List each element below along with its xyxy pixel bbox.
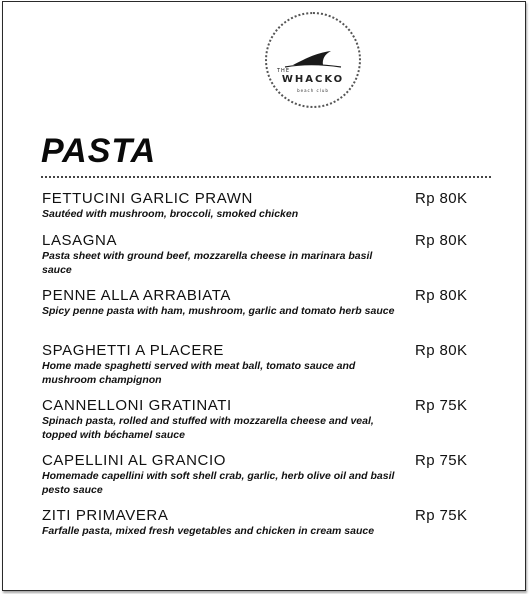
logo-the-text: THE [277, 68, 290, 74]
menu-item-description: Spinach pasta, rolled and stuffed with mozzarella cheese and veal, topped with béchamel sauce [42, 415, 374, 441]
menu-item-price: Rp 80K [415, 287, 468, 304]
menu-item-price: Rp 80K [415, 232, 468, 249]
menu-item-description: Farfalle pasta, mixed fresh vegetables and chicken in cream sauce [42, 525, 375, 537]
restaurant-logo [265, 12, 361, 108]
menu-item-name: CANNELLONI GRATINATI [42, 397, 232, 414]
menu-item-description: Home made spaghetti served with meat ball, tomato sauce and mushroom champignon [42, 360, 356, 386]
menu-item-price: Rp 80K [415, 190, 468, 207]
menu-page [2, 1, 526, 591]
menu-item-price: Rp 75K [415, 452, 468, 469]
menu-item-name: CAPELLINI AL GRANCIO [42, 452, 227, 469]
logo-subtitle-text: beach club [297, 88, 329, 93]
section-title: PASTA [41, 132, 157, 170]
menu-item-name: ZITI PRIMAVERA [42, 507, 169, 524]
menu-item-price: Rp 80K [415, 342, 468, 359]
menu-item-name: FETTUCINI GARLIC PRAWN [42, 190, 253, 207]
logo-brand-text: WHACKO [281, 74, 345, 85]
menu-item-name: SPAGHETTI A PLACERE [42, 342, 225, 359]
menu-item-price: Rp 75K [415, 507, 468, 524]
menu-item-name: PENNE ALLA ARRABIATA [42, 287, 232, 304]
menu-item-description: Pasta sheet with ground beef, mozzarella cheese in marinara basil sauce [42, 250, 373, 276]
dotted-divider [41, 176, 491, 178]
menu-item-description: Spicy penne pasta with ham, mushroom, garlic and tomato herb sauce [42, 305, 395, 317]
menu-item-price: Rp 75K [415, 397, 468, 414]
menu-item-name: LASAGNA [42, 232, 118, 249]
menu-item-description: Homemade capellini with soft shell crab, garlic, herb olive oil and basil pesto sauce [42, 470, 395, 496]
menu-item-description: Sautéed with mushroom, broccoli, smoked chicken [42, 208, 299, 220]
